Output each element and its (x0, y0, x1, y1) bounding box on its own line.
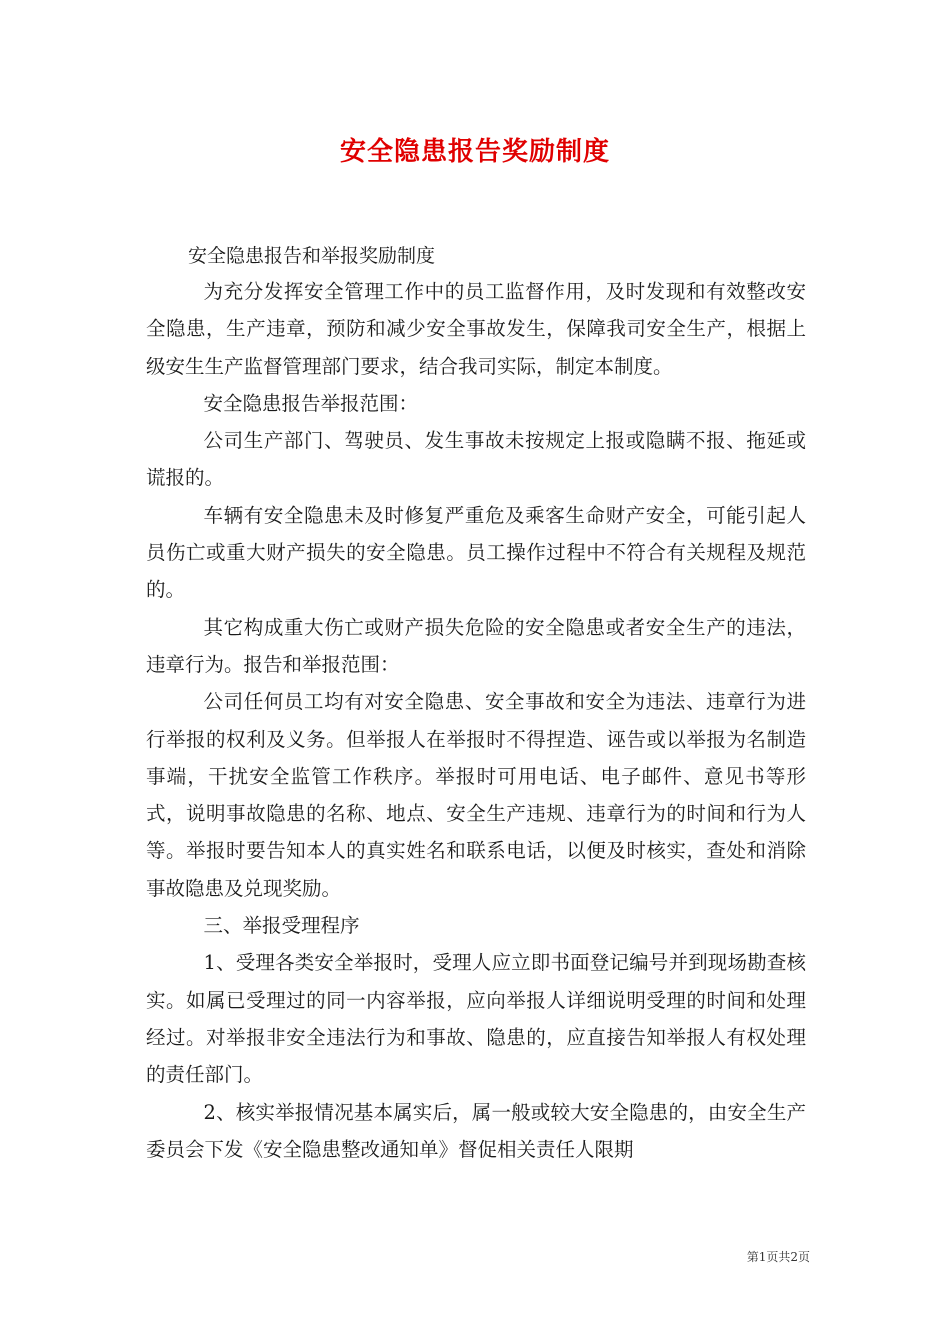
paragraph: 其它构成重大伤亡或财产损失危险的安全隐患或者安全生产的违法，违章行为。报告和举报范围： (146, 615, 806, 676)
paragraph: 2、核实举报情况基本属实后，属一般或较大安全隐患的，由安全生产委员会下发《安全隐患整改通知单》督促相关责任人限期 (146, 1100, 806, 1161)
page-number: 第1页共2页 (746, 1250, 810, 1264)
paragraph: 车辆有安全隐患未及时修复严重危及乘客生命财产安全，可能引起人员伤亡或重大财产损失的安全隐患。员工操作过程中不符合有关规程及规范的。 (146, 503, 806, 602)
document-subtitle: 安全隐患报告和举报奖励制度 (188, 245, 436, 267)
document-body (146, 273, 806, 1168)
paragraph: 三、举报受理程序 (203, 914, 360, 938)
paragraph: 公司生产部门、驾驶员、发生事故未按规定上报或隐瞒不报、拖延或谎报的。 (146, 429, 806, 490)
paragraph: 为充分发挥安全管理工作中的员工监督作用，及时发现和有效整改安全隐患，生产违章，预防和减少安全事故发生，保障我司安全生产，根据上级安生生产监督管理部门要求，结合我司实际，制定本制度。 (146, 280, 806, 378)
document-title: 安全隐患报告奖励制度 (339, 137, 610, 167)
paragraph: 1、受理各类安全举报时，受理人应立即书面登记编号并到现场勘查核实。如属已受理过的同一内容举报，应向举报人详细说明受理的时间和处理经过。对举报非安全违法行为和事故、隐患的，应直接告知举报人有权处理的责任部门。 (146, 951, 806, 1087)
paragraph: 安全隐患报告举报范围： (203, 391, 419, 415)
paragraph: 公司任何员工均有对安全隐患、安全事故和安全为违法、违章行为进行举报的权利及义务。但举报人在举报时不得捏造、诬告或以举报为名制造事端，干扰安全监管工作秩序。举报时可用电话、电子邮件、意见书等形式，说明事故隐患的名称、地点、安全生产违规、违章行为的时间和行为人等。举报时要告知本人的真实姓名和联系电话，以便及时核实，查处和消除事故隐患及兑现奖励。 (146, 690, 806, 900)
